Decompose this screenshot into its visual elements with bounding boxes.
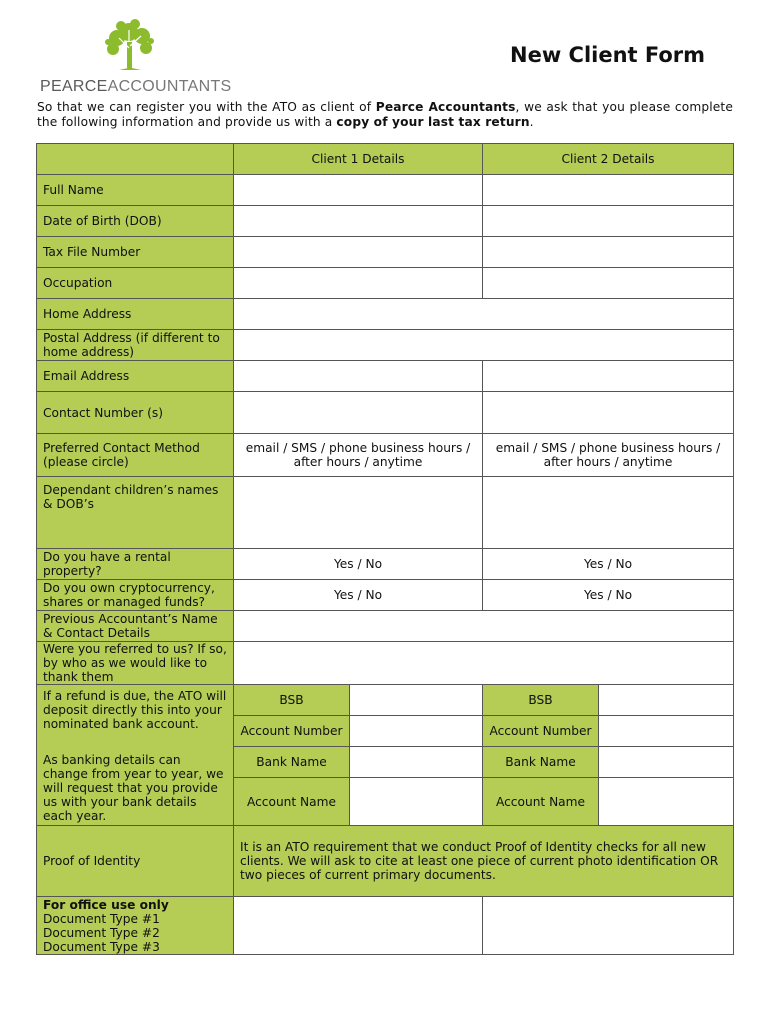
- bank-info-label: [37, 685, 234, 826]
- client1-header: Client 1 Details: [234, 144, 483, 175]
- client1-rental-yes-no[interactable]: Yes / No: [234, 549, 483, 580]
- home-address-field[interactable]: [234, 299, 734, 330]
- client2-rental-yes-no[interactable]: Yes / No: [483, 549, 734, 580]
- client2-contact-number-field[interactable]: [483, 392, 734, 434]
- dob-label: Date of Birth (DOB): [37, 206, 234, 237]
- full-name-label: Full Name: [37, 175, 234, 206]
- client1-full-name-field[interactable]: [234, 175, 483, 206]
- client1-children-field[interactable]: [234, 477, 483, 549]
- client1-email-field[interactable]: [234, 361, 483, 392]
- page-title: New Client Form: [510, 43, 706, 67]
- tfn-label: Tax File Number: [37, 237, 234, 268]
- intro-text: So that we can register you with the ATO as client of Pearce Accountants, we ask that you please complete the following information and provide us with a copy of your last tax return.: [37, 100, 734, 129]
- client2-bsb-label: BSB: [483, 685, 599, 716]
- client2-account-number-field[interactable]: [599, 716, 734, 747]
- document-type-3: Document Type #3: [43, 939, 160, 954]
- client1-account-name-field[interactable]: [350, 778, 483, 826]
- client2-bank-name-label: Bank Name: [483, 747, 599, 778]
- client2-account-name-label: Account Name: [483, 778, 599, 826]
- postal-address-label: Postal Address (if different to home address): [37, 330, 234, 361]
- client1-dob-field[interactable]: [234, 206, 483, 237]
- client2-bank-name-field[interactable]: [599, 747, 734, 778]
- proof-of-identity-label: Proof of Identity: [37, 826, 234, 897]
- rental-label: Do you have a rental property?: [37, 549, 234, 580]
- tree-icon: [105, 18, 155, 70]
- children-label: Dependant children’s names & DOB’s: [37, 477, 234, 549]
- client2-account-number-label: Account Number: [483, 716, 599, 747]
- client2-tfn-field[interactable]: [483, 237, 734, 268]
- client2-header: Client 2 Details: [483, 144, 734, 175]
- proof-of-identity-note: It is an ATO requirement that we conduct Proof of Identity checks for all new clients. We will ask to cite at least one piece of current photo identification OR two pieces of current primary documents.: [234, 826, 734, 897]
- client1-occupation-field[interactable]: [234, 268, 483, 299]
- client2-bsb-field[interactable]: [599, 685, 734, 716]
- client1-contact-method-options[interactable]: email / SMS / phone business hours / after hours / anytime: [234, 434, 483, 477]
- client2-email-field[interactable]: [483, 361, 734, 392]
- client1-crypto-yes-no[interactable]: Yes / No: [234, 580, 483, 611]
- occupation-label: Occupation: [37, 268, 234, 299]
- contact-number-label: Contact Number (s): [37, 392, 234, 434]
- referred-field[interactable]: [234, 642, 734, 685]
- client1-bank-name-field[interactable]: [350, 747, 483, 778]
- postal-address-field[interactable]: [234, 330, 734, 361]
- client2-contact-method-options[interactable]: email / SMS / phone business hours / after hours / anytime: [483, 434, 734, 477]
- client2-office-use-field[interactable]: [483, 897, 734, 955]
- client-form-table: [36, 143, 734, 955]
- client2-crypto-yes-no[interactable]: Yes / No: [483, 580, 734, 611]
- client2-dob-field[interactable]: [483, 206, 734, 237]
- document-type-1: Document Type #1: [43, 911, 160, 926]
- client1-account-number-field[interactable]: [350, 716, 483, 747]
- banking-text: As banking details can change from year to year, we will request that you provide us with your bank details each year.: [43, 753, 224, 823]
- office-use-label: [37, 897, 234, 955]
- office-use-heading: For office use only: [43, 897, 169, 912]
- prev-accountant-label: Previous Accountant’s Name & Contact Details: [37, 611, 234, 642]
- home-address-label: Home Address: [37, 299, 234, 330]
- client1-bank-name-label: Bank Name: [234, 747, 350, 778]
- client1-bsb-field[interactable]: [350, 685, 483, 716]
- refund-text: If a refund is due, the ATO will deposit directly this into your nominated bank account.: [43, 689, 227, 731]
- client1-account-number-label: Account Number: [234, 716, 350, 747]
- document-type-2: Document Type #2: [43, 925, 160, 940]
- company-name: PEARCEACCOUNTANTS: [40, 78, 232, 95]
- client2-full-name-field[interactable]: [483, 175, 734, 206]
- client2-occupation-field[interactable]: [483, 268, 734, 299]
- crypto-label: Do you own cryptocurrency, shares or managed funds?: [37, 580, 234, 611]
- client2-children-field[interactable]: [483, 477, 734, 549]
- client1-tfn-field[interactable]: [234, 237, 483, 268]
- email-label: Email Address: [37, 361, 234, 392]
- client1-account-name-label: Account Name: [234, 778, 350, 826]
- client1-bsb-label: BSB: [234, 685, 350, 716]
- company-logo: [40, 18, 232, 98]
- referred-label: Were you referred to us? If so, by who as we would like to thank them: [37, 642, 234, 685]
- client1-contact-number-field[interactable]: [234, 392, 483, 434]
- client2-account-name-field[interactable]: [599, 778, 734, 826]
- header-blank: [37, 144, 234, 175]
- client1-office-use-field[interactable]: [234, 897, 483, 955]
- prev-accountant-field[interactable]: [234, 611, 734, 642]
- preferred-contact-label: Preferred Contact Method (please circle): [37, 434, 234, 477]
